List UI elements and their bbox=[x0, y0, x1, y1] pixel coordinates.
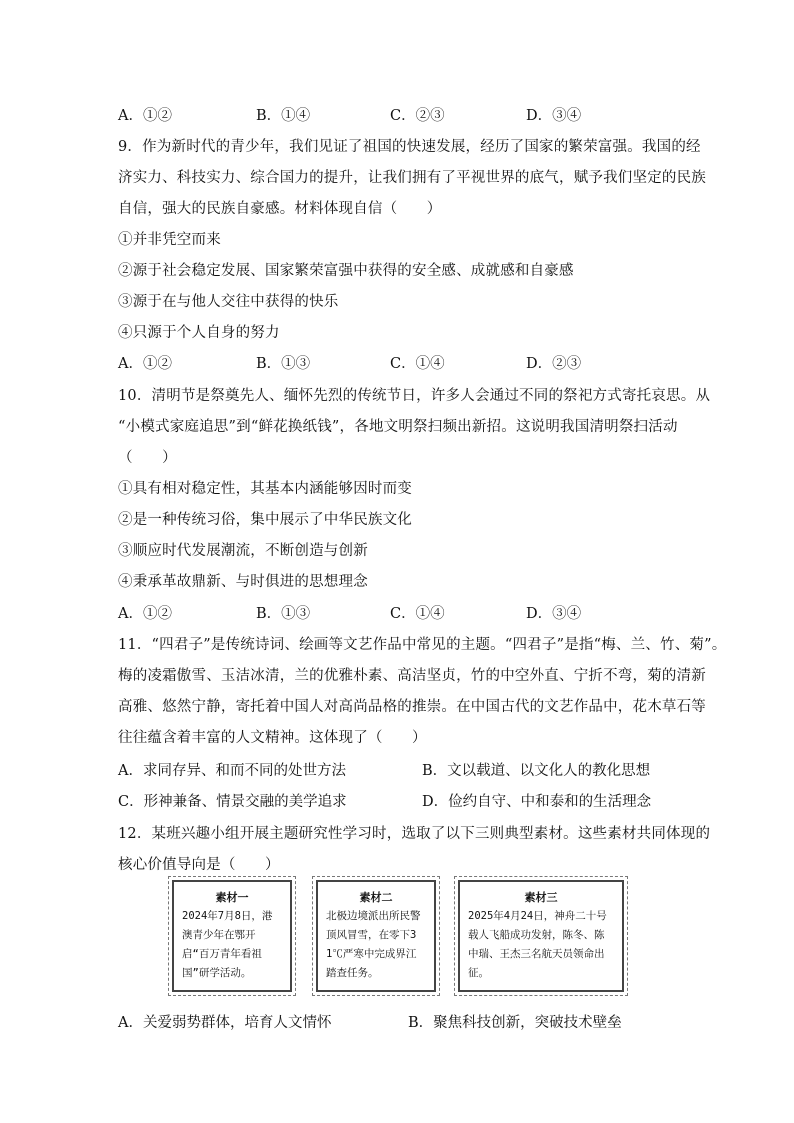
q10-item-3: ③顺应时代发展潮流，不断创造与创新 bbox=[118, 543, 368, 559]
q10-item-4: ④秉承革故鼎新、与时俱进的思想理念 bbox=[118, 574, 368, 590]
q8-option-a: A．①② bbox=[118, 108, 172, 124]
q8-option-b: B．①④ bbox=[256, 108, 311, 124]
material-card-2 bbox=[316, 880, 436, 992]
q11-option-a: A．求同存异、和而不同的处世方法 bbox=[118, 763, 346, 779]
q9-stem-line-3: 自信，强大的民族自豪感。材料体现自信（ ） bbox=[118, 201, 442, 217]
q9-stem-line-1: 9．作为新时代的青少年，我们见证了祖国的快速发展，经历了国家的繁荣富强。我国的经 bbox=[118, 139, 701, 155]
q10-stem-line-2: “小模式家庭追思”到“鲜花换纸钱”，各地文明祭扫频出新招。这说明我国清明祭扫活动 bbox=[118, 419, 678, 435]
material-2-title: 素材二 bbox=[359, 891, 393, 904]
material-card-1 bbox=[172, 880, 292, 992]
q9-option-a: A．①② bbox=[118, 356, 172, 372]
material-1-title: 素材一 bbox=[215, 891, 249, 904]
q9-item-2: ②源于社会稳定发展、国家繁荣富强中获得的安全感、成就感和自豪感 bbox=[118, 263, 574, 279]
q11-option-d: D．俭约自守、中和泰和的生活理念 bbox=[422, 794, 652, 810]
q9-stem-line-2: 济实力、科技实力、综合国力的提升，让我们拥有了平视世界的底气，赋予我们坚定的民族 bbox=[118, 170, 706, 186]
q8-option-c: C．②③ bbox=[390, 108, 445, 124]
q9-option-b: B．①③ bbox=[256, 356, 311, 372]
q9-item-4: ④只源于个人自身的努力 bbox=[118, 325, 280, 341]
q8-option-d: D．③④ bbox=[526, 108, 582, 124]
q9-item-1: ①并非凭空而来 bbox=[118, 232, 221, 248]
q9-item-3: ③源于在与他人交往中获得的快乐 bbox=[118, 294, 339, 310]
material-2-text: 北极边境派出所民警顶风冒雪，在零下31℃严寒中完成界江踏查任务。 bbox=[326, 910, 421, 979]
q10-option-a: A．①② bbox=[118, 606, 172, 622]
q11-stem-line-3: 高雅、悠然宁静，寄托着中国人对高尚品格的推崇。在中国古代的文艺作品中，花木草石等 bbox=[118, 699, 706, 715]
q12-option-a: A．关爱弱势群体，培育人文情怀 bbox=[118, 1015, 332, 1031]
q9-option-c: C．①④ bbox=[390, 356, 445, 372]
material-3-title: 素材三 bbox=[524, 891, 558, 904]
q12-stem-line-2: 核心价值导向是（ ） bbox=[118, 857, 280, 873]
q12-stem-line-1: 12．某班兴趣小组开展主题研究性学习时，选取了以下三则典型素材。这些素材共同体现的 bbox=[118, 826, 711, 842]
q10-stem-line-3: （ ） bbox=[118, 450, 177, 466]
q10-option-c: C．①④ bbox=[390, 606, 445, 622]
q11-option-c: C．形神兼备、情景交融的美学追求 bbox=[118, 794, 347, 810]
q10-stem-line-1: 10．清明节是祭奠先人、缅怀先烈的传统节日，许多人会通过不同的祭祀方式寄托哀思。从 bbox=[118, 388, 711, 404]
q10-option-d: D．③④ bbox=[526, 606, 582, 622]
material-3-text: 2025年4月24日，神舟二十号载人飞船成功发射，陈冬、陈中瑞、王杰三名航天员领命出征。 bbox=[468, 910, 607, 979]
q11-stem-line-4: 往往蕴含着丰富的人文精神。这体现了（ ） bbox=[118, 730, 427, 746]
q10-option-b: B．①③ bbox=[256, 606, 311, 622]
material-1-text: 2024年7月8日，港澳青少年在鄂开启“百万青年看祖国”研学活动。 bbox=[182, 910, 273, 979]
q12-materials bbox=[168, 880, 628, 998]
material-card-3 bbox=[458, 880, 624, 992]
q10-item-1: ①具有相对稳定性，其基本内涵能够因时而变 bbox=[118, 481, 412, 497]
q11-option-b: B．文以载道、以文化人的教化思想 bbox=[422, 763, 651, 779]
q9-option-d: D．②③ bbox=[526, 356, 582, 372]
q10-item-2: ②是一种传统习俗，集中展示了中华民族文化 bbox=[118, 512, 412, 528]
q11-stem-line-1: 11．“四君子”是传统诗词、绘画等文艺作品中常见的主题。“四君子”是指“梅、兰、竹、菊”。 bbox=[118, 637, 727, 653]
q11-stem-line-2: 梅的凌霜傲雪、玉洁冰清，兰的优雅朴素、高洁坚贞，竹的中空外直、宁折不弯，菊的清新 bbox=[118, 668, 706, 684]
q12-option-b: B．聚焦科技创新，突破技术壁垒 bbox=[408, 1015, 622, 1031]
